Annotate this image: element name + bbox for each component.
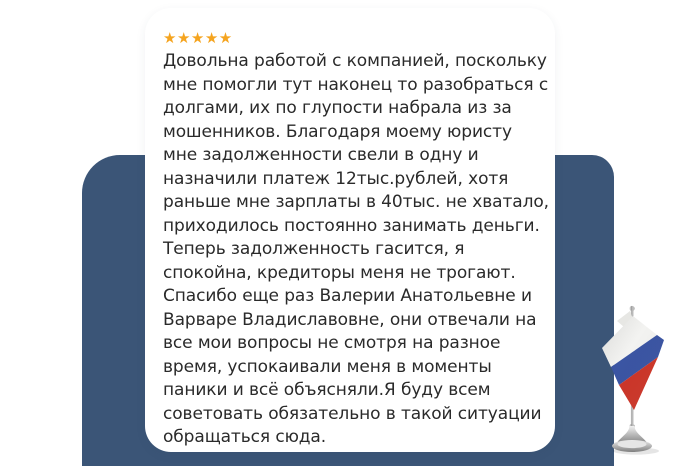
flag-finial — [629, 306, 634, 311]
review-card — [145, 8, 555, 452]
russia-desk-flag-icon — [595, 300, 695, 466]
review-text: Довольна работой с компанией, поскольку мне помогли тут наконец то разобраться с долгами, их по глупости набрала из за мошенников. Благодаря моему юристу мне задолженности свели в одну и назначили платеж 12тыс.рублей, хотя раньше мне зарплаты в 40тыс. не хватало, приходилось постоянно занимать деньги. Теперь задолженность гасится, я спокойна, кредиторы меня не трогают. Спасибо еще раз Валерии Анатольевне и Варваре Владиславовне, они отвечали на все мои вопросы не смотря на разное время, успокаивали меня в моменты паники и всё объясняли.Я буду всем советовать обязательно в такой ситуации обращаться сюда. — [163, 51, 549, 447]
flag-base-foot-highlight — [618, 441, 647, 449]
rating-stars: ★★★★★ — [163, 29, 233, 47]
